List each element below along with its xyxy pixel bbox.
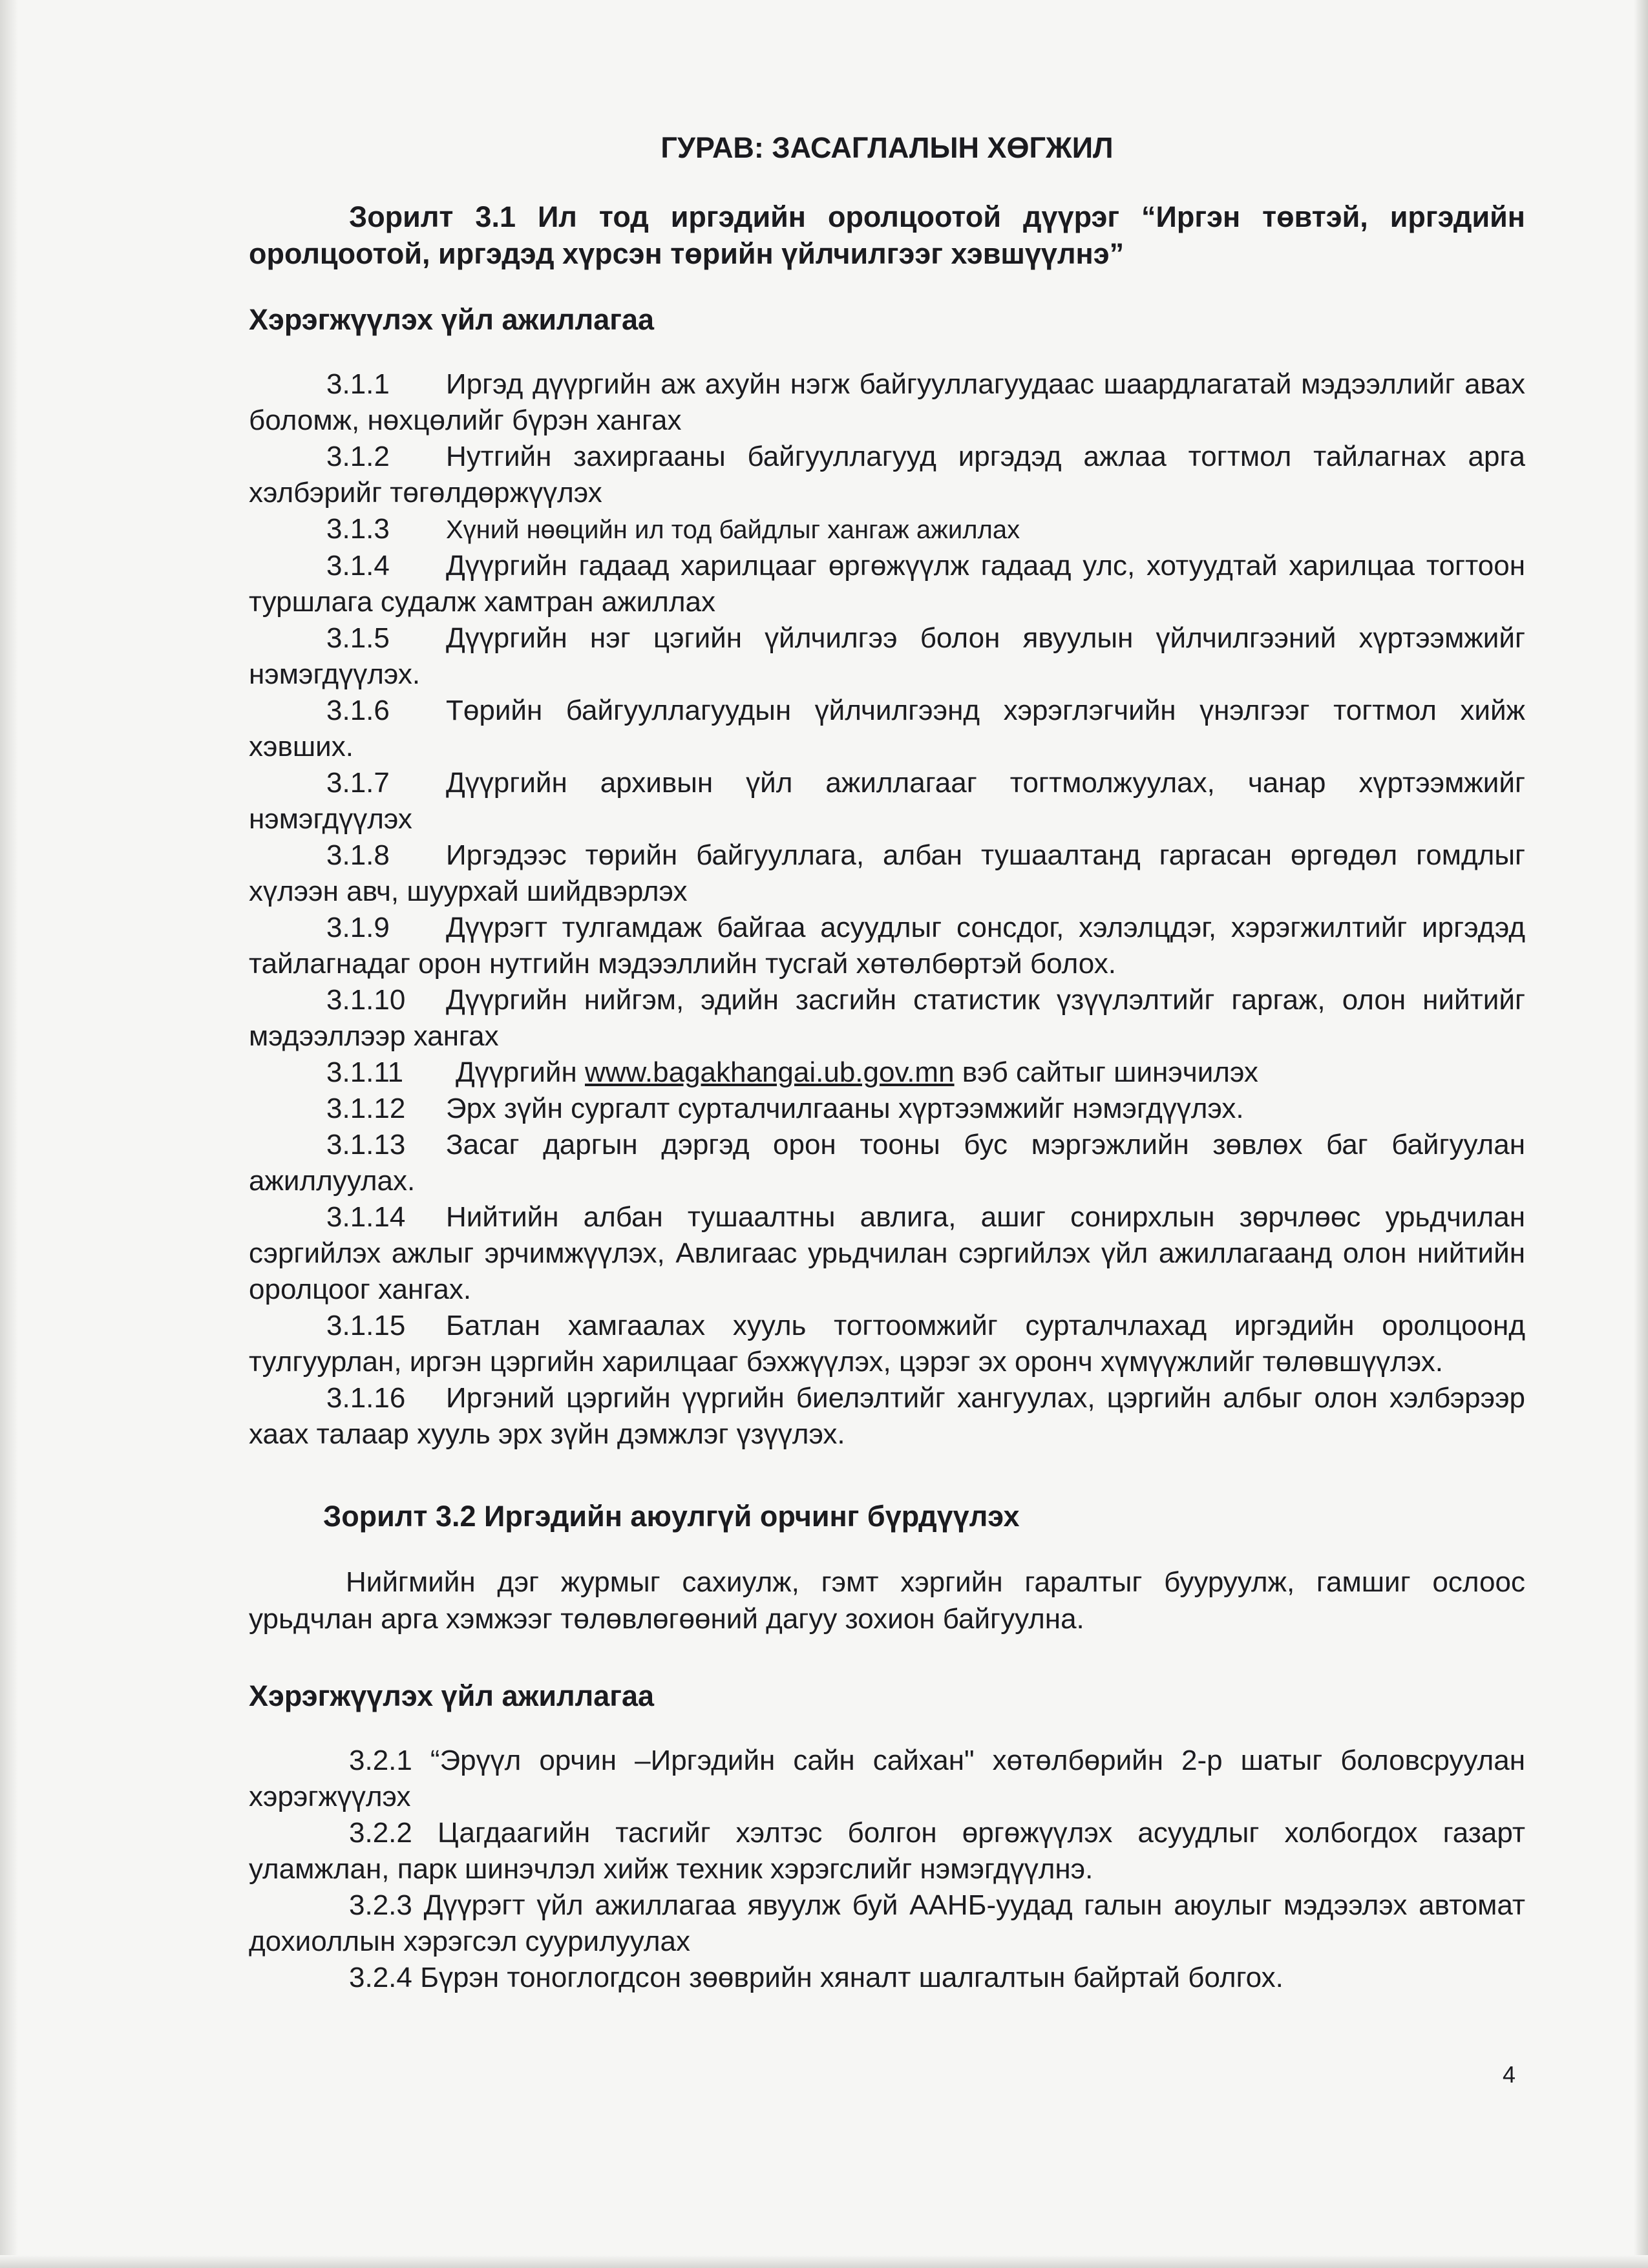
implementation-heading: Хэрэгжүүлэх үйл ажиллагаа — [249, 1679, 655, 1712]
item-list-3-2 — [249, 1743, 1525, 1996]
section-title: ГУРАВ: ЗАСАГЛАЛЫН ХӨГЖИЛ — [660, 131, 1114, 164]
list-item: 3.1.5 Дүүргийн нэг цэгийн үйлчилгээ болон явуулын үйлчилгээний хүртээмжийг нэмэгдүүлэх. — [249, 622, 1525, 690]
scan-edge — [0, 2255, 1648, 2268]
item-list-3-1 — [249, 366, 1525, 1453]
document-body — [249, 129, 1525, 1996]
list-item: 3.1.8 Иргэдээс төрийн байгууллага, албан тушаалтанд гаргасан өргөдөл гомдлыг хүлээн авч, шуурхай шийдвэрлэх — [249, 839, 1525, 907]
list-item: 3.1.7 Дүүргийн архивын үйл ажиллагааг тогтмолжуулах, чанар хүртээмжийг нэмэгдүүлэх — [249, 767, 1525, 835]
list-item: 3.1.15 Батлан хамгаалах хууль тогтоомжийг сурталчлахад иргэдийн оролцоонд тулгуурлан, иргэн цэргийн харилцааг бэхжүүлэх, цэрэг эх оронч хүмүүжлийг төлөвшүүлэх. — [249, 1310, 1525, 1378]
goal-3-2-heading: Зорилт 3.2 Иргэдийн аюулгүй орчинг бүрдүүлэх — [323, 1500, 1020, 1533]
list-item: 3.1.6 Төрийн байгууллагуудын үйлчилгээнд хэрэглэгчийн үнэлгээг тогтмол хийж хэвших. — [249, 695, 1525, 762]
scan-edge — [0, 0, 18, 2268]
list-item: 3.1.13 Засаг даргын дэргэд орон тооны бус мэргэжлийн зөвлөх баг байгуулан ажиллуулах. — [249, 1129, 1525, 1197]
list-item: 3.1.14 Нийтийн албан тушаалтны авлига, ашиг сонирхлын зөрчлөөс урьдчилан сэргийлэх ажлыг эрчимжүүлэх, Авлигаас урьдчилан сэргийлэх үйл ажиллагаанд олон нийтийн оролцоог хангах. — [249, 1201, 1525, 1305]
list-item: 3.2.1 “Эрүүл орчин –Иргэдийн сайн сайхан" хөтөлбөрийн 2-р шатыг боловсруулан хэрэгжүүлэх — [249, 1745, 1525, 1812]
scan-edge — [1634, 0, 1648, 2268]
list-item: 3.2.2 Цагдаагийн тасгийг хэлтэс болгон өргөжүүлэх асуудлыг холбогдох газарт уламжлан, парк шинэчлэл хийж техник хэрэгслийг нэмэгдүүлнэ. — [249, 1817, 1525, 1885]
list-item: 3.1.3 Хүний нөөцийн ил тод байдлыг хангаж ажиллах — [326, 513, 1020, 545]
page-number: 4 — [1503, 2061, 1516, 2088]
list-item: 3.1.10 Дүүргийн нийгэм, эдийн засгийн статистик үзүүлэлтийг гаргаж, олон нийтийг мэдээллээр хангах — [249, 984, 1525, 1052]
list-item: 3.1.16 Иргэний цэргийн үүргийн биелэлтийг хангуулах, цэргийн албыг олон хэлбэрээр хаах талаар хууль эрх зүйн дэмжлэг үзүүлэх. — [249, 1382, 1525, 1450]
list-item: 3.1.2 Нутгийн захиргааны байгууллагууд иргэдэд ажлаа тогтмол тайлагнах арга хэлбэрийг төгөлдөржүүлэх — [249, 441, 1525, 509]
list-item: 3.2.4 Бүрэн тоноглогдсон зөөврийн хяналт шалгалтын байртай болгох. — [349, 1962, 1284, 1993]
list-item: 3.1.1 Иргэд дүүргийн аж ахуйн нэгж байгууллагуудаас шаардлагатай мэдээллийг авах боломж, нөхцөлийг бүрэн хангах — [249, 368, 1525, 436]
goal-3-2-description: Нийгмийн дэг журмыг сахиулж, гэмт хэргийн гаралтыг бууруулж, гамшиг ослоос урьдчлан арга хэмжээг төлөвлөгөөний дагуу зохион байгуулна. — [249, 1566, 1525, 1635]
list-item: 3.1.12 Эрх зүйн сургалт сурталчилгааны хүртээмжийг нэмэгдүүлэх. — [326, 1093, 1244, 1124]
list-item: 3.2.3 Дүүрэгт үйл ажиллагаа явуулж буй ААНБ-уудад галын аюулыг мэдээлэх автомат дохиоллын хэрэгсэл суурилуулах — [249, 1889, 1525, 1957]
goal-3-1-heading: Зорилт 3.1 Ил тод иргэдийн оролцоотой дүүрэг “Иргэн төвтэй, иргэдийн оролцоотой, иргэдэд хүрсэн төрийн үйлчилгээг хэвшүүлнэ” — [249, 200, 1525, 270]
list-item: 3.1.4 Дүүргийн гадаад харилцааг өргөжүүлж гадаад улс, хотуудтай харилцаа тогтоон туршлага судалж хамтран ажиллах — [249, 550, 1525, 618]
website-link[interactable]: www.bagakhangai.ub.gov.mn — [585, 1056, 955, 1088]
implementation-heading: Хэрэгжүүлэх үйл ажиллагаа — [249, 303, 655, 336]
list-item: 3.1.11 Дүүргийн www.bagakhangai.ub.gov.mn вэб сайтыг шинэчилэх — [326, 1056, 1258, 1088]
list-item: 3.1.9 Дүүрэгт тулгамдаж байгаа асуудлыг сонсдог, хэлэлцдэг, хэрэгжилтийг иргэдэд тайлагнадаг орон нутгийн мэдээллийн тусгай хөтөлбөртэй болох. — [249, 912, 1525, 980]
